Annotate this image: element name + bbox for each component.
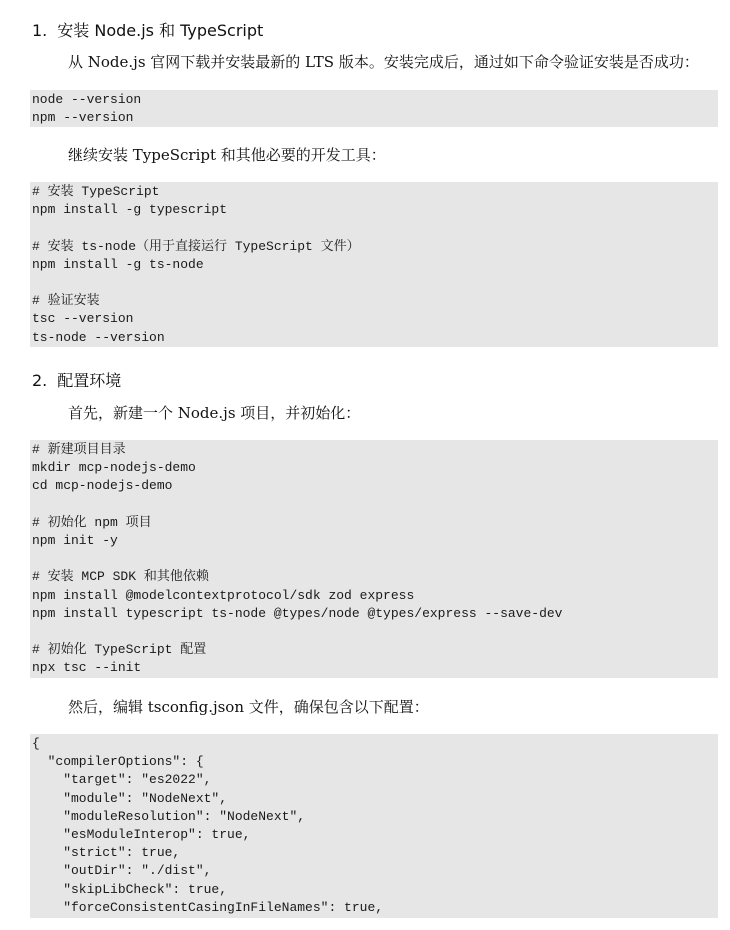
code-line: "skipLibCheck": true, <box>32 881 228 897</box>
code-line: # 初始化 npm 项目 <box>32 514 152 530</box>
code-line: mkdir mcp-nodejs-demo <box>32 460 196 476</box>
code-line: npm install -g ts-node <box>32 256 204 272</box>
section-heading-install <box>32 21 263 41</box>
code-line: npm install -g typescript <box>32 202 228 218</box>
code-block-install-typescript <box>30 182 718 347</box>
code-line: "module": "NodeNext", <box>32 790 228 806</box>
paragraph-configure-intro: 首先，新建一个 Node.js 项目，并初始化： <box>68 404 361 422</box>
code-line: "moduleResolution": "NodeNext", <box>32 808 306 824</box>
code-line: # 安装 TypeScript <box>32 184 160 199</box>
code-line: node --version <box>32 92 142 107</box>
section-title: 配置环境 <box>57 371 122 390</box>
code-line: { <box>32 736 40 751</box>
code-line: "compilerOptions": { <box>32 754 204 770</box>
paragraph-install-typescript: 继续安装 TypeScript 和其他必要的开发工具： <box>68 146 386 164</box>
code-line: "esModuleInterop": true, <box>32 826 251 842</box>
code-line: # 新建项目目录 <box>32 442 126 457</box>
paragraph-edit-tsconfig: 然后，编辑 tsconfig.json 文件，确保包含以下配置： <box>68 698 429 716</box>
code-block-verify-node <box>30 90 718 127</box>
code-block-init-project <box>30 440 718 678</box>
section-title: 安装 Node.js 和 TypeScript <box>57 21 264 40</box>
code-line <box>30 496 718 514</box>
code-block-tsconfig <box>30 734 718 918</box>
code-line: # 验证安装 <box>32 293 100 309</box>
code-line: "outDir": "./dist", <box>32 863 212 879</box>
code-line: npm --version <box>32 110 134 126</box>
section-number: 1. <box>32 21 48 40</box>
code-line <box>30 550 718 568</box>
code-line <box>30 219 718 237</box>
section-heading-configure <box>32 371 121 391</box>
section-number: 2. <box>32 371 48 390</box>
code-line: npm install typescript ts-node @types/node @types/express --save-dev <box>32 605 563 621</box>
code-line: "forceConsistentCasingInFileNames": true, <box>32 899 384 915</box>
code-line: "strict": true, <box>32 845 181 861</box>
code-line <box>30 274 718 292</box>
code-line: # 安装 MCP SDK 和其他依赖 <box>32 569 209 585</box>
code-line: # 安装 ts-node（用于直接运行 TypeScript 文件） <box>32 238 360 254</box>
code-line: # 初始化 TypeScript 配置 <box>32 642 207 658</box>
code-line: ts-node --version <box>32 329 165 345</box>
paragraph-install-intro: 从 Node.js 官网下载并安装最新的 LTS 版本。安装完成后，通过如下命令验证安装是否成功： <box>68 53 699 71</box>
code-line: npx tsc --init <box>32 660 142 676</box>
code-line: "target": "es2022", <box>32 772 212 788</box>
code-line: npm install @modelcontextprotocol/sdk zod express <box>32 587 415 603</box>
code-line <box>30 623 718 641</box>
code-line: npm init -y <box>32 532 118 548</box>
code-line: tsc --version <box>32 311 134 327</box>
code-line: cd mcp-nodejs-demo <box>32 478 173 494</box>
